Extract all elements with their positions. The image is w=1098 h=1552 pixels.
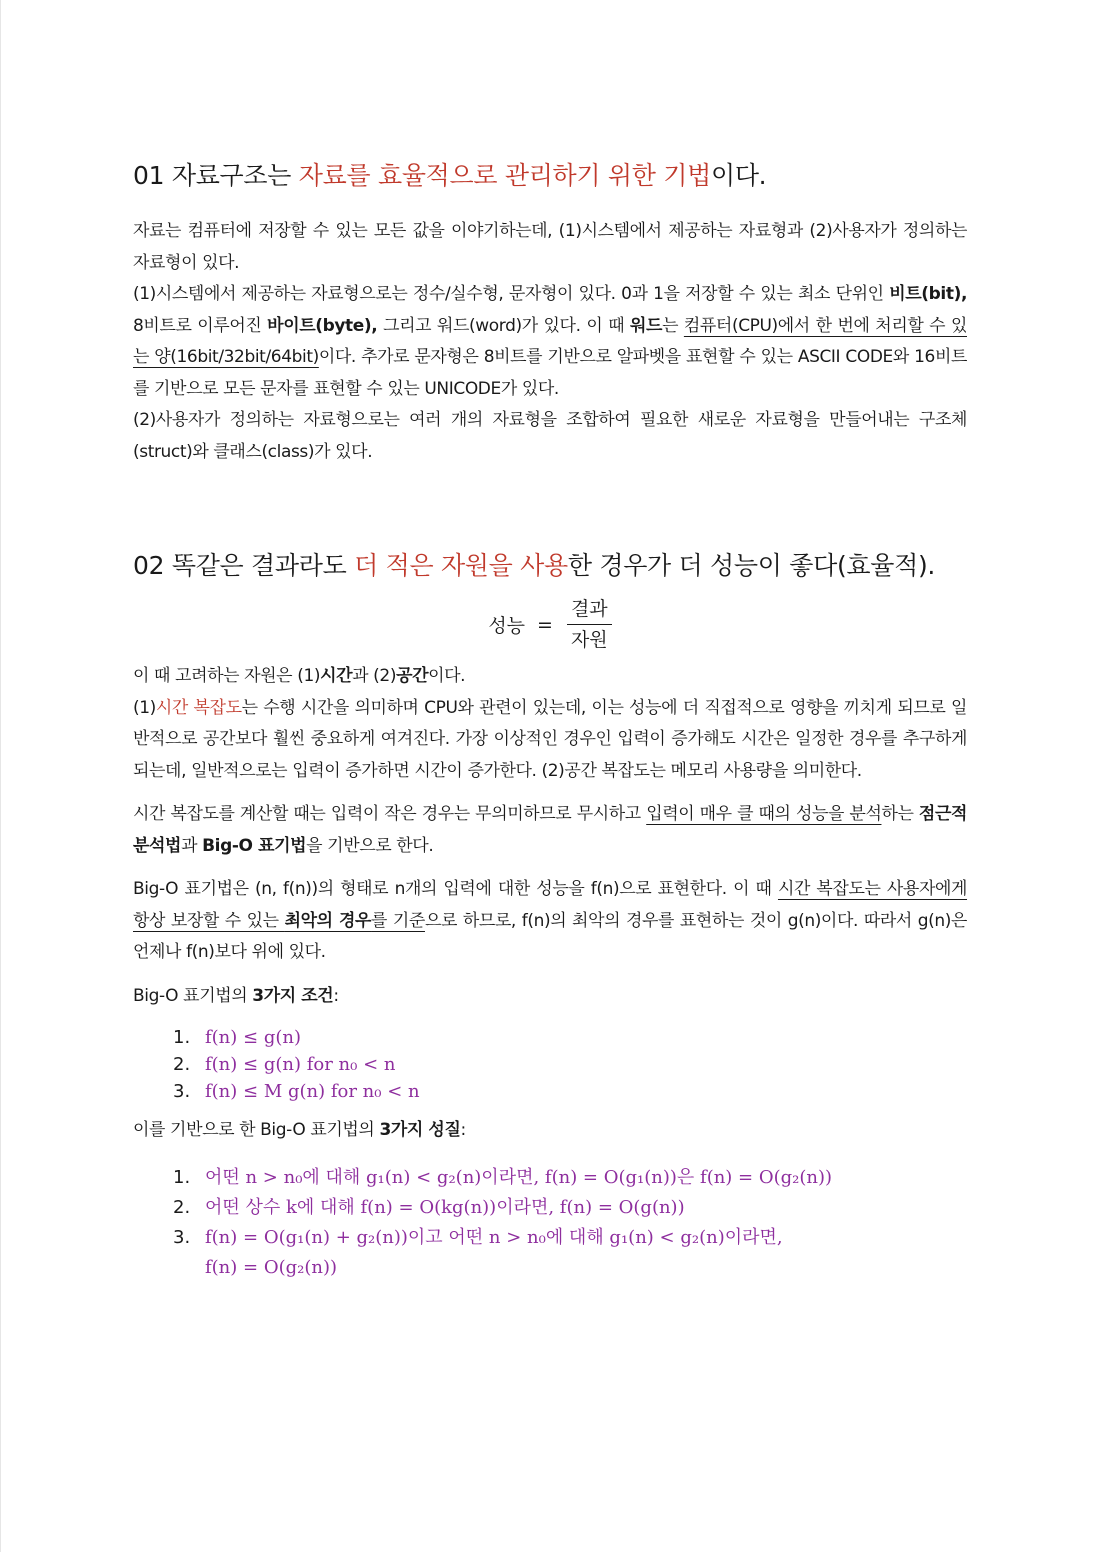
section-2-heading [133, 548, 967, 584]
text: 이다. [428, 666, 466, 686]
section-2-paragraph-1 [133, 661, 967, 693]
list-number [173, 1253, 205, 1283]
formula-numerator: 결과 [567, 596, 612, 625]
section-2-paragraph-3 [133, 799, 967, 862]
section-1-paragraph-3: (2)사용자가 정의하는 자료형으로는 여러 개의 자료형을 조합하여 필요한 새로운 자료형을 만들어내는 구조체(struct)와 클래스(class)가 있다. [133, 410, 967, 462]
bold-term-bit: 비트(bit), [889, 284, 967, 304]
text: 시간 복잡도를 계산할 때는 입력이 작은 경우는 무의미하므로 무시하고 [133, 804, 647, 824]
section-1-paragraph-1: 자료는 컴퓨터에 저장할 수 있는 모든 값을 이야기하는데, (1)시스템에서 제공하는 자료형과 (2)사용자가 정의하는 자료형이 있다. [133, 221, 967, 273]
text: : [333, 985, 339, 1006]
math-expression: f(n) = O(g₁(n) + g₂(n))이고 어떤 n > n₀에 대해 g₁(n) < g₂(n)이라면, [205, 1226, 783, 1248]
text: Big-O 표기법의 [133, 985, 253, 1006]
text: 이다. 추가로 문자형은 8비트를 기반으로 알파벳을 표현할 수 있는 ASCII CODE와 16비트를 기반으로 모든 문자를 표현할 수 있는 UNICODE가 있다. [133, 347, 967, 399]
document-content [133, 158, 967, 1293]
list-number: 2. [173, 1054, 191, 1075]
conditions-list [133, 1024, 967, 1105]
formula-equals: = [537, 613, 553, 636]
section-1-heading [133, 158, 967, 194]
heading-text: 02 똑같은 결과라도 [133, 551, 355, 580]
list-item [133, 1051, 967, 1078]
text: 는 수행 시간을 의미하며 CPU와 관련이 있는데, 이는 성능에 더 직접적으로 영향을 끼치게 되므로 일반적으로 공간보다 훨씬 중요하게 여겨진다. 가장 이상적인 경우인 입력이 증가해도 시간은 일정한 경우를 추구하게 되는데, 일반적으로는 입력이 증가하면 시간이 증가한다. (2)공간 복잡도는 메모리 사용량을 의미한다. [133, 697, 967, 781]
text: 을 기반으로 한다. [306, 835, 434, 856]
text: 과 (2) [352, 666, 397, 686]
math-expression: 어떤 n > n₀에 대해 g₁(n) < g₂(n)이라면, f(n) = O(g₁(n))은 f(n) = O(g₂(n)) [205, 1166, 833, 1188]
math-expression: f(n) = O(g₂(n)) [205, 1256, 338, 1278]
list-item [133, 1223, 967, 1253]
text: : [460, 1120, 466, 1140]
list-number: 1. [173, 1027, 191, 1048]
text: (1) [133, 697, 156, 718]
formula-lhs: 성능 [488, 615, 526, 637]
underlined-definition: 컴퓨터(CPU)에서 한 번에 처리할 수 있는 양(16bit/32bit/64bit) [133, 315, 967, 367]
list-item [133, 1163, 967, 1193]
bold-term-word: 워드 [630, 315, 663, 336]
section-1-paragraph-2 [133, 279, 967, 405]
bold-term-asymptotic: 점근적 분석법 [133, 804, 967, 856]
text: 8비트로 이루어진 [133, 315, 268, 336]
formula-fraction [567, 596, 612, 653]
section-2-paragraph-2 [133, 693, 967, 788]
text: 는 [662, 315, 684, 336]
list-number: 1. [173, 1166, 191, 1188]
list-item [133, 1193, 967, 1223]
properties-list [133, 1163, 967, 1283]
text: 이 때 고려하는 자원은 (1) [133, 666, 321, 686]
bold-term-time: 시간 [320, 666, 353, 686]
formula-denominator: 자원 [570, 629, 608, 651]
math-expression: f(n) ≤ g(n) [205, 1027, 301, 1048]
math-expression: f(n) ≤ g(n) for n₀ < n [205, 1054, 396, 1075]
list-number: 3. [173, 1226, 191, 1248]
performance-formula [133, 596, 967, 653]
list-number: 2. [173, 1196, 191, 1218]
list-number: 3. [173, 1081, 191, 1102]
bold-term-conditions: 3가지 조건 [252, 985, 334, 1006]
bold-term-byte: 바이트(byte), [267, 315, 378, 336]
text: 하는 [881, 804, 919, 824]
section-2-paragraph-4 [133, 874, 967, 969]
text: 과 [181, 835, 203, 856]
bold-term-big-o: Big-O 표기법 [202, 835, 307, 856]
text: 이를 기반으로 한 Big-O 표기법의 [133, 1120, 380, 1140]
text: Big-O 표기법은 (n, f(n))의 형태로 n개의 입력에 대한 성능을 f(n)으로 표현한다. 이 때 [133, 879, 778, 899]
math-expression: f(n) ≤ M g(n) for n₀ < n [205, 1081, 420, 1102]
highlight-time-complexity: 시간 복잡도 [155, 697, 242, 718]
bold-term-worst-case: 최악의 경우 [284, 910, 372, 931]
text: 그리고 워드(word)가 있다. 이 때 [377, 315, 631, 336]
list-item [133, 1078, 967, 1105]
heading-text: 01 자료구조는 [133, 161, 299, 190]
text: 를 기준 [371, 910, 425, 931]
properties-label [133, 1115, 967, 1147]
list-item [133, 1024, 967, 1051]
heading-highlight: 더 적은 자원을 사용 [354, 551, 568, 580]
conditions-label [133, 981, 967, 1013]
bold-term-space: 공간 [396, 666, 429, 686]
text: (1)시스템에서 제공하는 자료형으로는 정수/실수형, 문자형이 있다. 0과 1을 저장할 수 있는 최소 단위인 [133, 284, 890, 304]
list-item [133, 1253, 967, 1283]
heading-highlight: 자료를 효율적으로 관리하기 위한 기법 [298, 161, 711, 190]
math-expression: 어떤 상수 k에 대해 f(n) = O(kg(n))이라면, f(n) = O(g(n)) [205, 1196, 685, 1218]
text: 으로 하므로, f(n)의 최악의 경우를 표현하는 것이 g(n)이다. 따라서 g(n)은 언제나 f(n)보다 위에 있다. [133, 910, 967, 962]
bold-term-properties: 3가지 성질 [379, 1120, 461, 1140]
underlined-phrase: 입력이 매우 클 때의 성능을 분석 [646, 804, 882, 824]
heading-text: 한 경우가 더 성능이 좋다(효율적). [567, 551, 936, 580]
text: 시간 복잡도는 사용자에게 항상 보장할 수 있는 [133, 879, 968, 931]
heading-text: 이다. [710, 161, 767, 190]
